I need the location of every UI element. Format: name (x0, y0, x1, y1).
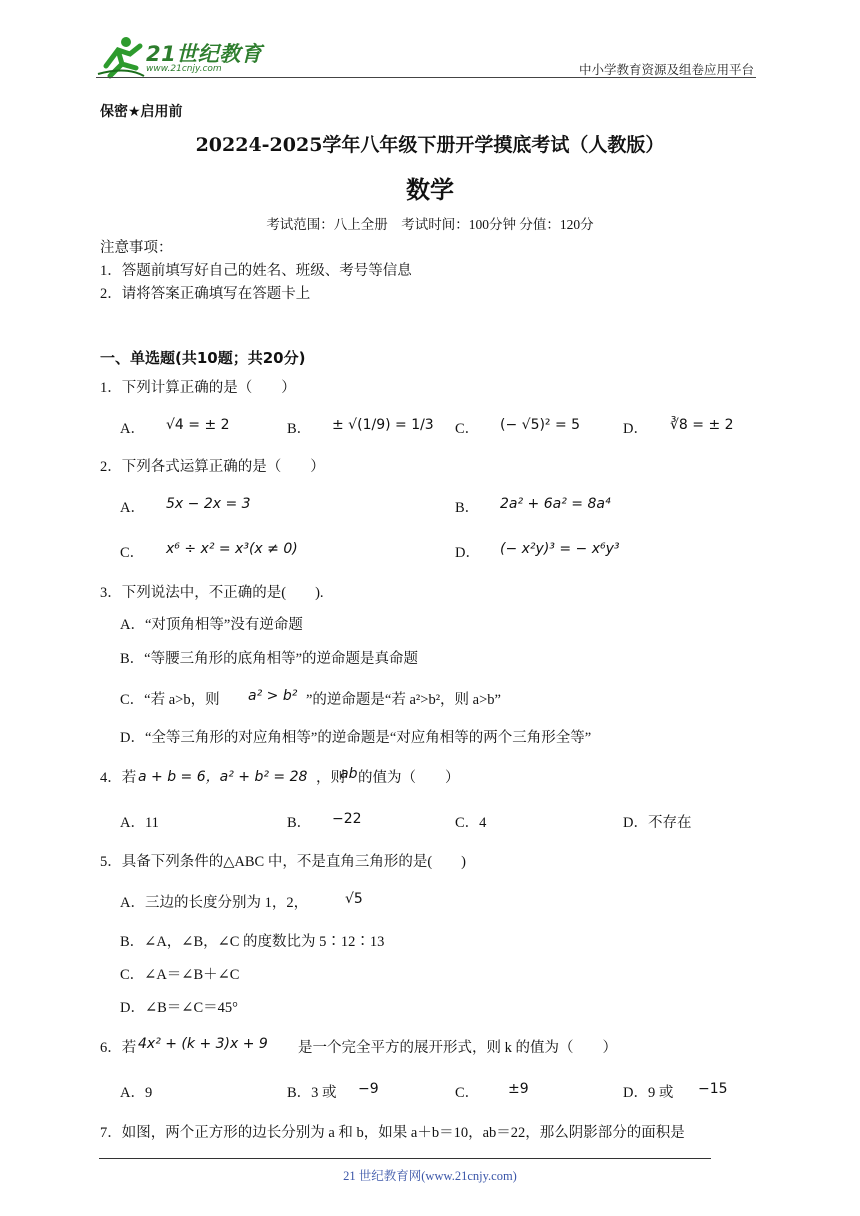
q5-option-a-text: A．三边的长度分别为 1，2， (120, 895, 309, 911)
q1-option-d-label: D． (623, 421, 648, 437)
exam-info: 考试范围：八上全册 考试时间：100分钟 分值：120分 (266, 217, 594, 232)
exam-title: 20224-2025学年八年级下册开学摸底考试（人教版） (195, 134, 665, 156)
q3-option-c-text: C．“若 a>b，则 (120, 692, 220, 708)
question-3-stem: 3．下列说法中，不正确的是( ). (100, 585, 324, 601)
q5-option-a-math: √5 (345, 891, 363, 907)
q3-option-c-text-post: ”的逆命题是“若 a²>b²，则 a>b” (306, 692, 501, 708)
question-6-math: 4x² + (k + 3)x + 9 (138, 1036, 268, 1052)
footer-divider (99, 1158, 711, 1159)
note-item: 2．请将答案正确填写在答题卡上 (100, 286, 311, 302)
question-1-stem: 1．下列计算正确的是（ ） (100, 380, 296, 396)
q1-option-a-math: √4 = ± 2 (166, 417, 230, 433)
q6-option-d-math: −15 (698, 1081, 728, 1097)
q1-option-b-math: ± √(1/9) = 1/3 (332, 417, 434, 433)
q6-option-a: A．9 (120, 1085, 153, 1101)
q6-option-d-text: D．9 或 (623, 1085, 674, 1101)
question-6-stem-pre: 6．若 (100, 1040, 137, 1056)
question-7-stem: 7．如图，两个正方形的边长分别为 a 和 b，如果 a＋b＝10，ab＝22，那么阴影部分的面积是 (100, 1125, 685, 1141)
confidential-label: 保密★启用前 (100, 104, 183, 120)
section-heading: 一、单选题(共10题；共20分) (100, 349, 306, 367)
question-6-stem-post: 是一个完全平方的展开形式，则 k 的值为（ ） (298, 1040, 617, 1056)
question-2-stem: 2．下列各式运算正确的是（ ） (100, 459, 325, 475)
q2-option-b-math: 2a² + 6a² = 8a⁴ (500, 496, 611, 512)
q1-option-b-label: B． (287, 421, 312, 437)
q2-option-c-label: C． (120, 545, 145, 561)
q5-option-d: D．∠B＝∠C＝45° (120, 1000, 238, 1016)
question-4-stem-mid: ，则 (316, 770, 345, 786)
q4-option-c: C．4 (455, 815, 487, 831)
note-item: 1．答题前填写好自己的姓名、班级、考号等信息 (100, 263, 412, 279)
q4-option-d: D．不存在 (623, 815, 692, 831)
q5-option-c: C．∠A＝∠B＋∠C (120, 967, 240, 983)
logo-url: www.21cnjy.com (146, 64, 222, 74)
q4-option-b-label: B． (287, 815, 312, 831)
question-4-math: a + b = 6，a² + b² = 28 (138, 769, 308, 785)
q2-option-a-math: 5x − 2x = 3 (166, 496, 251, 512)
q1-option-a-label: A． (120, 421, 145, 437)
q6-option-c-label: C． (455, 1085, 480, 1101)
q5-option-b: B．∠A，∠B，∠C 的度数比为 5∶12∶13 (120, 934, 385, 950)
q1-option-d-math: ∛8 = ± 2 (670, 417, 734, 433)
q2-option-d-label: D． (455, 545, 480, 561)
q2-option-a-label: A． (120, 500, 145, 516)
platform-name: 中小学教育资源及组卷应用平台 (578, 62, 754, 77)
footer-text: 21 世纪教育网(www.21cnjy.com) (343, 1169, 517, 1183)
question-4-stem-post: 的值为（ ） (358, 770, 460, 786)
q6-option-c-math: ±9 (508, 1081, 529, 1097)
logo-text: 21世纪教育 (146, 42, 263, 66)
q6-option-b-math: −9 (358, 1081, 379, 1097)
q3-option-b: B．“等腰三角形的底角相等”的逆命题是真命题 (120, 651, 419, 667)
question-4-stem-pre: 4．若 (100, 770, 137, 786)
subject-title: 数学 (406, 176, 454, 204)
q2-option-c-math: x⁶ ÷ x² = x³(x ≠ 0) (166, 541, 298, 557)
notes-title: 注意事项： (100, 240, 173, 256)
question-5-stem: 5．具备下列条件的△ABC 中，不是直角三角形的是( ) (100, 854, 466, 870)
q1-option-c-label: C． (455, 421, 480, 437)
q3-option-c-math: a² > b² (248, 688, 298, 704)
q2-option-b-label: B． (455, 500, 480, 516)
question-4-math-ab: ab (340, 766, 358, 782)
q3-option-d: D．“全等三角形的对应角相等”的逆命题是“对应角相等的两个三角形全等” (120, 730, 592, 746)
q6-option-b-text: B．3 或 (287, 1085, 337, 1101)
q3-option-a: A．“对顶角相等”没有逆命题 (120, 617, 303, 633)
q2-option-d-math: (− x²y)³ = − x⁶y³ (500, 541, 620, 557)
header-divider (96, 77, 756, 78)
q4-option-b-math: −22 (332, 811, 362, 827)
q4-option-a: A．11 (120, 815, 159, 831)
q1-option-c-math: (− √5)² = 5 (500, 417, 581, 433)
